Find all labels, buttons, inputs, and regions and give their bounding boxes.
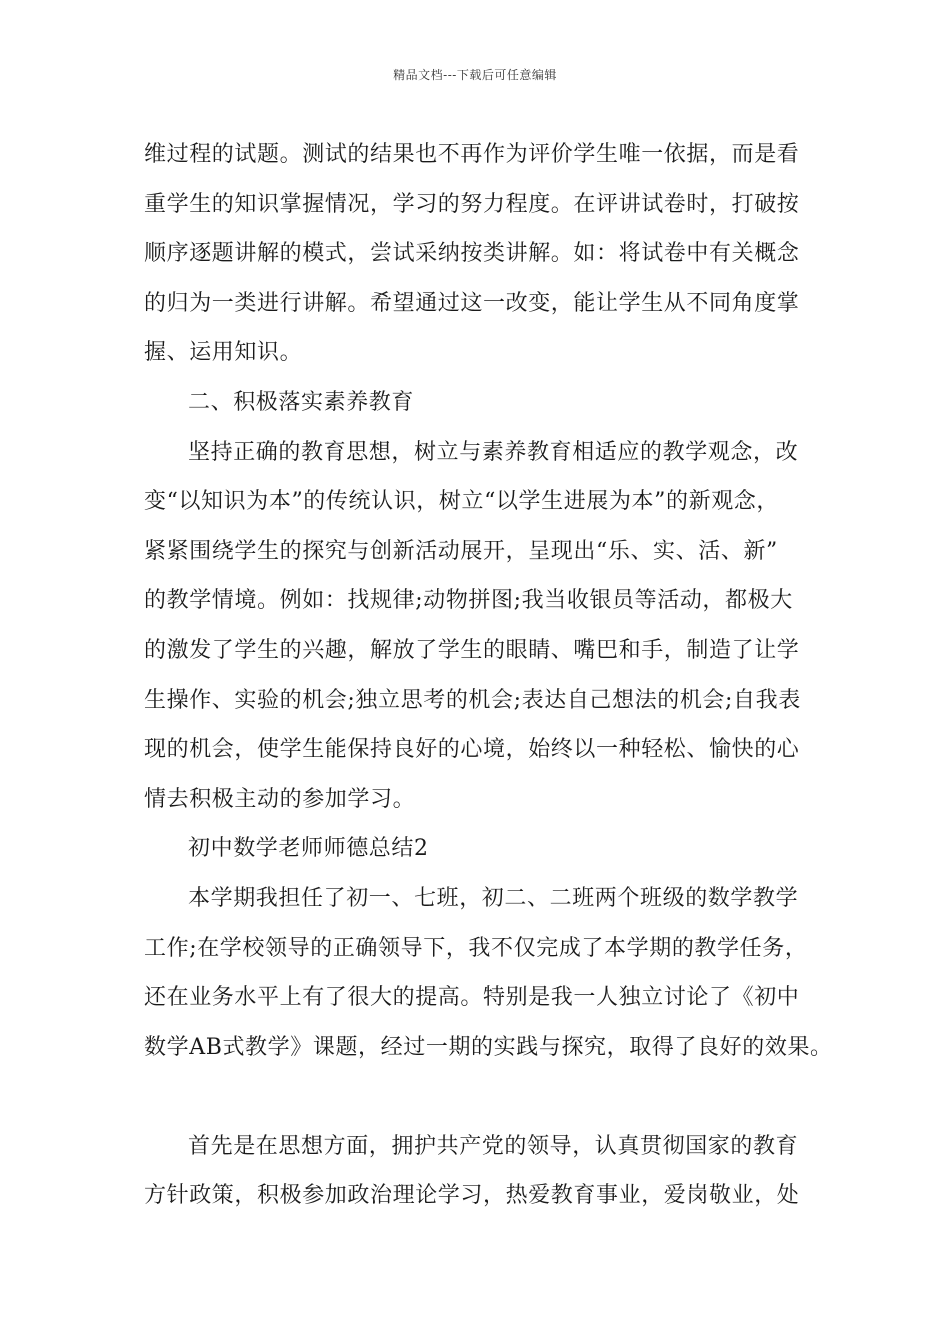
text-line: 方针政策，积极参加政治理论学习，热爱教育事业，爱岗敬业，处 [144, 1183, 800, 1209]
text-line: 工作;在学校领导的正确领导下，我不仅完成了本学期的教学任务， [144, 935, 808, 961]
text-line: 情去积极主动的参加学习。 [144, 786, 416, 812]
text-line: 握、运用知识。 [144, 340, 303, 366]
text-line: 二、积极落实素养教育 [188, 389, 415, 415]
text-line: 还在业务水平上有了很大的提高。特别是我一人独立讨论了《初中 [144, 985, 800, 1011]
text-line: 本学期我担任了初一、七班，初二、二班两个班级的数学教学 [188, 885, 799, 911]
text-line: 变“以知识为本”的传统认识，树立“以学生进展为本”的新观念， [144, 489, 779, 515]
text-line: 的激发了学生的兴趣，解放了学生的眼睛、嘴巴和手，制造了让学 [144, 637, 800, 663]
text-line: 首先是在思想方面，拥护共产党的领导，认真贯彻国家的教育 [188, 1133, 799, 1159]
page-header: 精品文档---下载后可任意编辑 [393, 68, 557, 82]
text-line: 维过程的试题。测试的结果也不再作为评价学生唯一依据，而是看 [144, 142, 800, 167]
text-line: 重学生的知识掌握情况，学习的努力程度。在评讲试卷时，打破按 [144, 191, 800, 217]
text-line: 初中数学老师师德总结2 [188, 836, 429, 862]
document-body [144, 130, 833, 1221]
text-line: 紧紧围绕学生的探究与创新活动展开，呈现出“乐、实、活、新” [144, 538, 778, 564]
text-line: 的归为一类进行讲解。希望通过这一改变，能让学生从不同角度掌 [144, 290, 800, 316]
text-line: 坚持正确的教育思想，树立与素养教育相适应的教学观念，改 [188, 439, 799, 465]
blank-line [144, 1072, 824, 1122]
text-line: 的教学情境。例如：找规律;动物拼图;我当收银员等活动，都极大 [144, 588, 793, 614]
text-line: 数学AB式教学》课题，经过一期的实践与探究，取得了良好的效果。 [144, 1034, 833, 1060]
text-line: 现的机会，使学生能保持良好的心境，始终以一种轻松、愉快的心 [144, 737, 800, 763]
text-line: 顺序逐题讲解的模式，尝试采纳按类讲解。如：将试卷中有关概念 [144, 241, 800, 267]
text-line: 生操作、实验的机会;独立思考的机会;表达自己想法的机会;自我表 [144, 687, 801, 713]
